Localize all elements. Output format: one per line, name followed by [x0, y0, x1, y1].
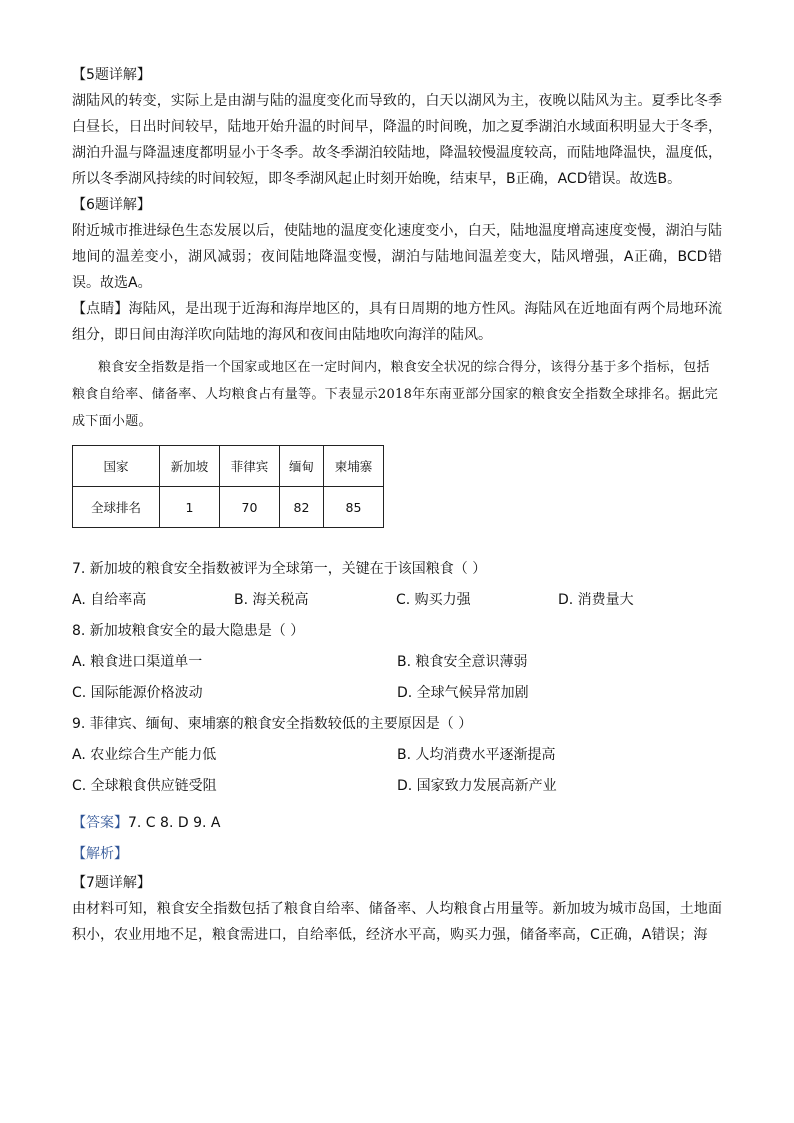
table-header-cell: 新加坡 [160, 446, 220, 487]
question-8-options-row-2 [72, 678, 722, 709]
dianjing-heading: 【点睛】 [72, 301, 129, 317]
analysis-label: 【解析】 [72, 846, 128, 862]
ranking-table [72, 445, 384, 528]
section-5-heading: 【5题详解】 [72, 67, 151, 83]
table-header-cell: 缅甸 [280, 446, 324, 487]
option-a: A. 农业综合生产能力低 [72, 747, 217, 763]
dianjing-body: 海陆风，是出现于近海和海岸地区的，具有日周期的地方性风。海陆风在近地面有两个局地环流组分，即日间由海洋吹向陆地的海风和夜间由陆地吹向海洋的陆风。 [72, 301, 723, 343]
section-7-body: 由材料可知，粮食安全指数包括了粮食自给率、储备率、人均粮食占用量等。新加坡为城市岛国，土地面积小，农业用地不足，粮食需进口，自给率低，经济水平高，购买力强，储备率高，C正确，A错误；海 [72, 901, 722, 943]
option-c: C. 购买力强 [396, 592, 471, 608]
question-7-options [72, 585, 722, 616]
option-b: B. 海关税高 [234, 592, 309, 608]
table-header-row [73, 446, 384, 487]
question-9-stem: 9. 菲律宾、缅甸、柬埔寨的粮食安全指数较低的主要原因是（ ） [72, 716, 473, 732]
table-cell: 85 [324, 487, 384, 528]
option-d: D. 全球气候异常加剧 [397, 685, 529, 701]
dianjing-paragraph [72, 296, 722, 348]
answer-value: 7. C 8. D 9. A [128, 815, 221, 831]
document-page [72, 62, 722, 948]
question-8-stem: 8. 新加坡粮食安全的最大隐患是（ ） [72, 623, 305, 639]
section-7-heading: 【7题详解】 [72, 875, 151, 891]
table-header-cell: 菲律宾 [220, 446, 280, 487]
table-cell: 70 [220, 487, 280, 528]
table-row [73, 487, 384, 528]
option-a: A. 粮食进口渠道单一 [72, 654, 203, 670]
question-9-options-row-2 [72, 771, 722, 802]
answer-label: 【答案】 [72, 815, 128, 831]
section-5-body: 湖陆风的转变，实际上是由湖与陆的温度变化而导致的，白天以湖风为主，夜晚以陆风为主。夏季比冬季白昼长，日出时间较早，陆地开始升温的时间早，降温的时间晚，加之夏季湖泊水域面积明显大于冬季，湖泊升温与降温速度都明显小于冬季。故冬季湖泊较陆地，降温较慢温度较高，而陆地降温快，温度低，所以冬季湖风持续的时间较短，即冬季湖风起止时刻开始晚，结束早，B正确，ACD错误。故选B。 [72, 93, 722, 187]
option-c: C. 全球粮食供应链受阻 [72, 778, 217, 794]
option-b: B. 粮食安全意识薄弱 [397, 654, 528, 670]
option-b: B. 人均消费水平逐渐提高 [397, 747, 556, 763]
table-cell: 1 [160, 487, 220, 528]
table-cell: 82 [280, 487, 324, 528]
option-c: C. 国际能源价格波动 [72, 685, 203, 701]
question-9-options-row-1 [72, 740, 722, 771]
table-cell: 全球排名 [73, 487, 160, 528]
question-7-stem: 7. 新加坡的粮食安全指数被评为全球第一，关键在于该国粮食（ ） [72, 561, 487, 577]
table-header-cell: 国家 [73, 446, 160, 487]
option-d: D. 消费量大 [558, 592, 634, 608]
section-6-heading: 【6题详解】 [72, 197, 151, 213]
option-d: D. 国家致力发展高新产业 [397, 778, 557, 794]
section-6-body: 附近城市推进绿色生态发展以后，使陆地的温度变化速度变小，白天，陆地温度增高速度变慢，湖泊与陆地间的温差变小，湖风减弱；夜间陆地降温变慢，湖泊与陆地间温差变大，陆风增强，A正确，BCD错误。故选A。 [72, 223, 722, 291]
table-header-cell: 柬埔寨 [324, 446, 384, 487]
material-paragraph: 粮食安全指数是指一个国家或地区在一定时间内，粮食安全状况的综合得分，该得分基于多个指标，包括粮食自给率、储备率、人均粮食占有量等。下表显示2018年东南亚部分国家的粮食安全指数全球排名。据此完成下面小题。 [72, 360, 719, 429]
question-8-options-row-1 [72, 647, 722, 678]
option-a: A. 自给率高 [72, 592, 147, 608]
answer-line [72, 808, 722, 839]
